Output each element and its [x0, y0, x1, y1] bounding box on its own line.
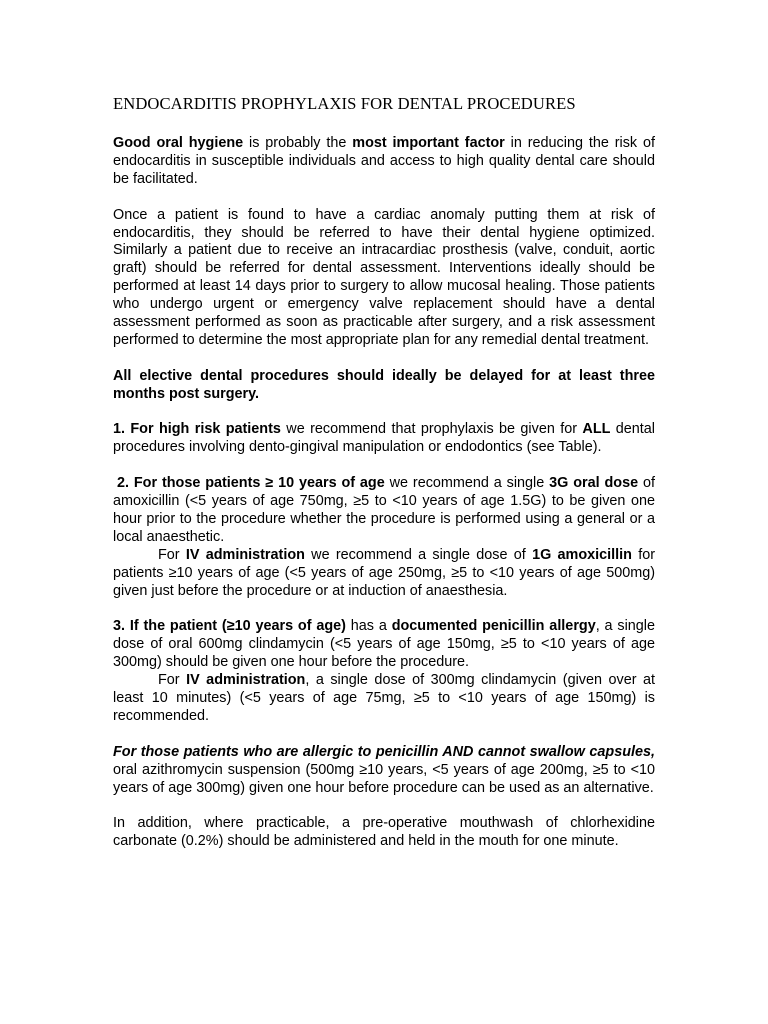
body-text: we recommend that prophylaxis be given for	[280, 421, 583, 438]
bold-text: most important factor	[352, 135, 505, 151]
body-text: , a single dose of oral 600mg clindamycin (<5 years of age 150mg, ≥5 to <10 years of age 300mg) should be given one hour before the procedure.	[113, 618, 656, 671]
body-text: dental procedures involving dento-gingival manipulation or endodontics (see Table).	[113, 421, 656, 456]
bold-text: 3. If the patient (≥10 years of age)	[113, 618, 346, 635]
bold-text: 1. For high risk patients	[113, 421, 281, 438]
bold-text: 2. For those patients ≥ 10 years of age	[117, 475, 385, 492]
body-text: has a	[345, 618, 392, 635]
body-text: is probably the	[243, 135, 353, 151]
paragraph-oral-dose	[113, 475, 655, 547]
paragraph-oral-hygiene	[113, 135, 655, 189]
body-text: of amoxicillin (<5 years of age 750mg, ≥5 to <10 years of age 1.5G) to be given one hour prior to the procedure whether the procedure is performed using a general or a local anaesthetic.	[113, 475, 655, 545]
body-text: in reducing the risk of endocarditis in susceptible individuals and access to high quality dental care should be facilitated.	[113, 135, 656, 187]
bold-text: All elective dental procedures should ideally be delayed for at least three months post surgery.	[113, 367, 655, 402]
body-text: we recommend a single dose of	[304, 546, 533, 563]
body-text: Once a patient is found to have a cardiac anomaly putting them at risk of endocarditis, they should be referred to have their dental hygiene optimized. Similarly a patient due to receive an intracardiac prosthesis (valve, conduit, aortic graft) should be referred for dental assessment. Interventions ideally should be performed at least 14 days prior to surgery to allow mucosal healing. Those patients who undergo urgent or emergency valve replacement should have a dental assessment performed as soon as practicable after surgery, and a risk assessment performed to determine the most appropriate plan for any remedial dental treatment.	[113, 206, 655, 348]
bold-italic-text: For those patients who are allergic to penicillin AND cannot swallow capsules,	[113, 743, 655, 760]
bold-text: 3G oral dose	[549, 475, 639, 492]
bold-text: IV administration	[186, 672, 306, 689]
body-text: For	[158, 546, 186, 563]
paragraph-iv-amoxicillin	[113, 547, 655, 601]
bold-text: IV administration	[185, 546, 305, 563]
body-text: we recommend a single	[384, 475, 550, 492]
bold-text: 1G amoxicillin	[532, 546, 632, 563]
bold-text: documented penicillin allergy	[391, 618, 596, 635]
paragraph-mouthwash	[113, 815, 655, 851]
bold-text: Good oral hygiene	[113, 135, 244, 151]
paragraph-high-risk	[113, 421, 655, 457]
paragraph-elective-delay	[113, 368, 655, 404]
document-page	[113, 94, 655, 869]
body-text: for patients ≥10 years of age (<5 years of age 250mg, ≥5 to <10 years of age 500mg) given just before the procedure or at induction of anaesthesia.	[113, 546, 655, 599]
body-text: oral azithromycin suspension (500mg ≥10 years, <5 years of age 200mg, ≥5 to <10 years of age 300mg) given one hour before procedure can be used as an alternative.	[113, 761, 655, 796]
paragraph-penicillin-allergy	[113, 618, 655, 672]
bold-text: ALL	[582, 421, 611, 438]
paragraph-azithromycin	[113, 744, 655, 798]
body-text: , a single dose of 300mg clindamycin (given over at least 10 minutes) (<5 years of age 75mg, ≥5 to <10 years of age 150mg) is recommended.	[113, 672, 655, 724]
body-text: For	[158, 672, 187, 689]
document-title: ENDOCARDITIS PROPHYLAXIS FOR DENTAL PROCEDURES	[113, 94, 576, 113]
paragraph-referral	[113, 207, 655, 350]
body-text: In addition, where practicable, a pre-operative mouthwash of chlorhexidine carbonate (0.2%) should be administered and held in the mouth for one minute.	[113, 815, 655, 850]
paragraph-iv-clindamycin	[113, 672, 655, 726]
